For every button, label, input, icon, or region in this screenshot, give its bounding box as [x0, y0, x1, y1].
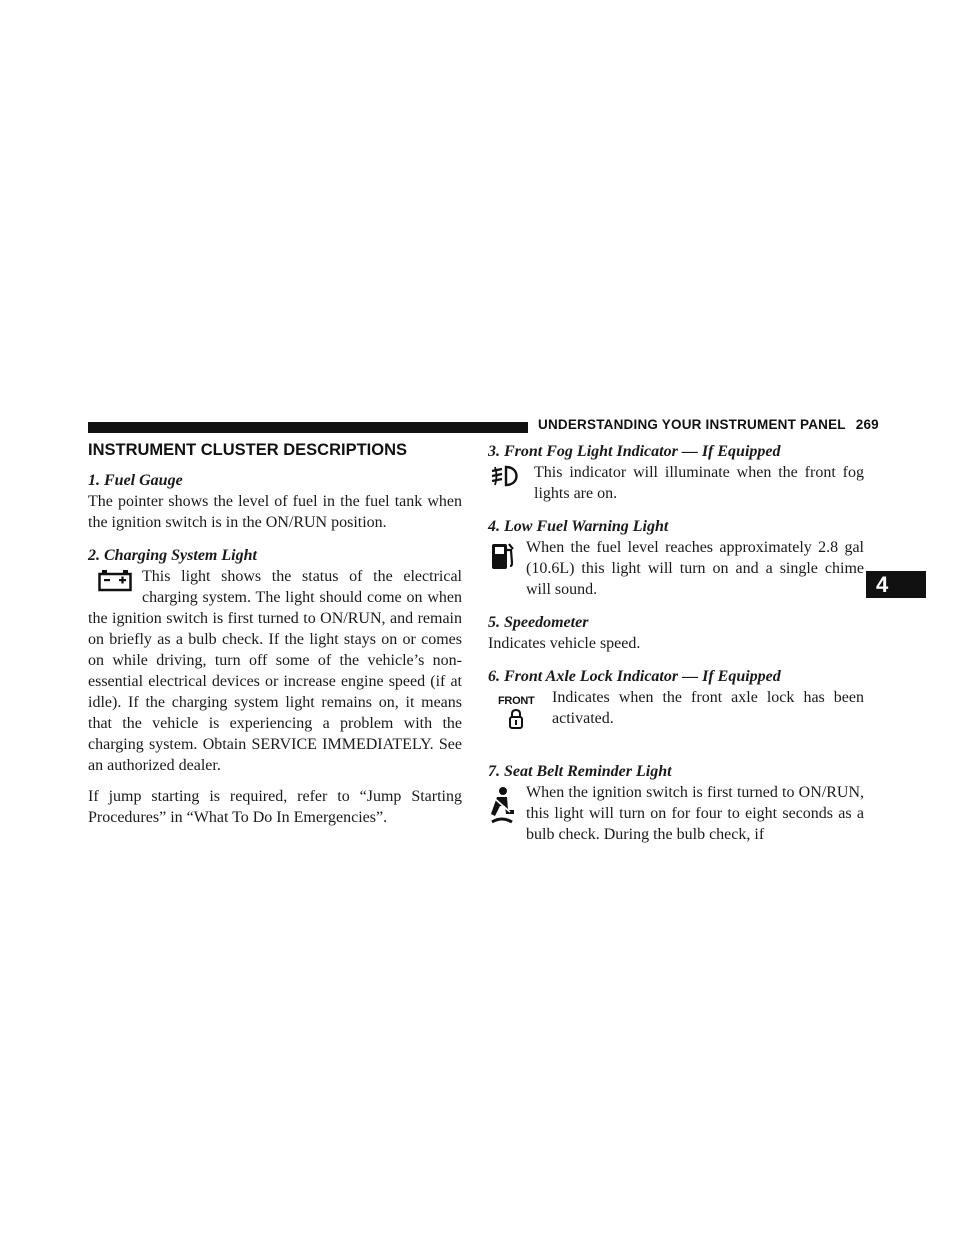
item-heading: 5. Speedometer [488, 614, 589, 631]
header-section-title: UNDERSTANDING YOUR INSTRUMENT PANEL [538, 417, 846, 432]
item-text: Indicates when the front axle lock has been activated. [552, 689, 864, 727]
item-text: When the fuel level reaches approximately 2.8 gal (10.6L) this light will turn on and a single chime will sound. [526, 539, 864, 598]
item-text: The pointer shows the level of fuel in the fuel tank when the ignition switch is in the ON/RUN position. [88, 493, 462, 531]
item-heading: 4. Low Fuel Warning Light [488, 518, 669, 535]
item-heading: 6. Front Axle Lock Indicator — If Equipped [488, 668, 781, 685]
item-heading: 3. Front Fog Light Indicator — If Equipped [488, 443, 781, 460]
item-heading: 2. Charging System Light [88, 547, 257, 564]
battery-icon [98, 570, 132, 598]
seat-belt-icon [488, 786, 516, 832]
item-text: This indicator will illuminate when the front fog lights are on. [534, 464, 864, 502]
item-text: If jump starting is required, refer to “Jump Starting Procedures” in “What To Do In Emergencies”. [88, 788, 462, 826]
chapter-tab: 4 [866, 571, 926, 598]
left-column [88, 470, 462, 840]
section-title: INSTRUMENT CLUSTER DESCRIPTIONS [88, 441, 408, 459]
front-label: FRONT [498, 695, 535, 707]
running-header [538, 417, 879, 432]
item-front-fog-light [488, 441, 864, 504]
front-axle-lock-icon [498, 695, 534, 736]
page-number: 269 [855, 417, 879, 432]
item-text: Indicates vehicle speed. [488, 635, 641, 652]
item-heading: 1. Fuel Gauge [88, 472, 183, 489]
item-heading: 7. Seat Belt Reminder Light [488, 763, 672, 780]
item-front-axle-lock [488, 666, 864, 729]
header-rule [88, 422, 528, 433]
fog-light-icon [490, 465, 522, 493]
item-text: When the ignition switch is first turned to ON/RUN, this light will turn on for four to eight seconds as a bulb check. During the bulb check, if [526, 784, 864, 843]
item-text: This light shows the status of the electrical charging system. The light should come on when the ignition switch is first turned to ON/RUN, and remain on briefly as a bulb check. If the light stays on or comes on while driving, turn off some of the vehicle’s non-essential electrical devices or increase engine speed (if at idle). If the charging system light remains on, it means that the vehicle is experiencing a problem with the charging system. Obtain SERVICE IMMEDIATELY. See an authorized dealer. [88, 568, 462, 774]
item-speedometer [488, 612, 864, 654]
item-charging-system-light [88, 545, 462, 828]
item-fuel-gauge [88, 470, 462, 533]
right-column [488, 441, 864, 857]
item-seat-belt-reminder [488, 761, 864, 845]
item-low-fuel-warning [488, 516, 864, 600]
fuel-pump-icon [490, 541, 516, 577]
